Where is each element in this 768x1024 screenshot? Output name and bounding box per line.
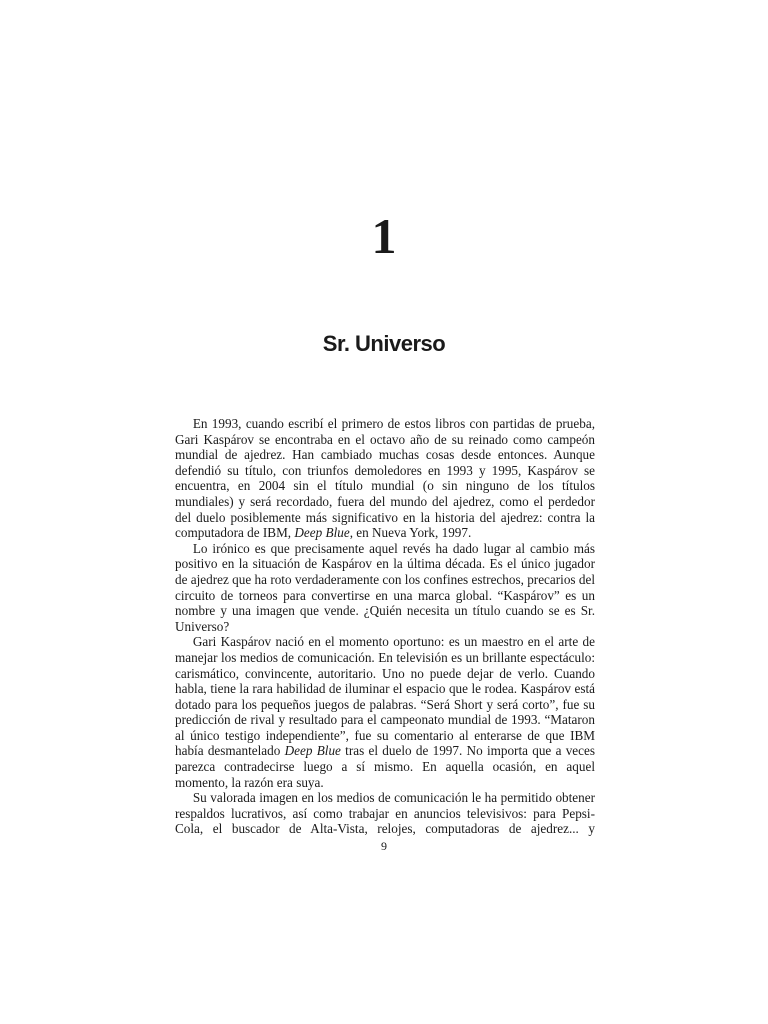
paragraph-4 bbox=[175, 790, 595, 837]
chapter-title: Sr. Universo bbox=[322, 331, 446, 356]
paragraph-1-text-end: , en Nueva York, 1997. bbox=[349, 525, 472, 541]
paragraph-4-text: Su valorada imagen en los medios de comunicación le ha permitido obtener respaldos lucrativos, así como trabajar en anuncios televisivos: para Pepsi-Cola, el buscador de Alta-Vista, relojes, computadoras de ajedrez... y bbox=[175, 790, 595, 837]
paragraph-3 bbox=[175, 634, 595, 790]
chapter-number: 1 bbox=[371, 208, 397, 264]
paragraph-3-text: Gari Kaspárov nació en el momento oportuno: es un maestro en el arte de manejar los medios de comunicación. En televisión es un brillante espectáculo: carismático, convincente, autoritario. Uno no puede dejar de verlo. Cuando habla, tiene la rara habilidad de iluminar el espacio que le rodea. Kaspárov está dotado para los pequeños juegos de palabras. “Será Short y será corto”, fue su predicción de rival y resultado para el campeonato mundial de 1993. “Mataron al único testigo independiente”, fue su comentario al enterarse de que IBM había desmantelado bbox=[175, 634, 595, 759]
paragraph-2 bbox=[175, 541, 595, 635]
paragraph-2-text: Lo irónico es que precisamente aquel revés ha dado lugar al cambio más positivo en la situación de Kaspárov en la última década. Es el único jugador de ajedrez que ha roto verdaderamente con los confines estrechos, precarios del circuito de torneos para convertirse en una marca global. “Kaspárov” es un nombre y una imagen que vende. ¿Quién necesita un título cuando se es Sr. Universo? bbox=[175, 540, 595, 634]
paragraph-3-text-end: tras el duelo de 1997. No importa que a veces parezca contradecirse luego a sí mismo. En aquella ocasión, en aquel momento, la razón era suya. bbox=[175, 743, 595, 790]
paragraph-1-italic-title: Deep Blue bbox=[294, 525, 350, 541]
paragraph-1 bbox=[175, 416, 595, 541]
paragraph-3-italic-title: Deep Blue bbox=[284, 743, 341, 759]
paragraph-1-text: En 1993, cuando escribí el primero de estos libros con partidas de prueba, Gari Kaspárov se encontraba en el octavo año de su reinado como campeón mundial de ajedrez. Han cambiado muchas cosas desde entonces. Aunque defendió su título, con triunfos demoledores en 1993 y 1995, Kaspárov se encuentra, en 2004 sin el título mundial (o sin ninguno de los títulos mundiales) y será recordado, fuera del mundo del ajedrez, como el perdedor del duelo posiblemente más significativo en la historia del ajedrez: contra la computadora de IBM, bbox=[175, 416, 595, 541]
page-number: 9 bbox=[381, 839, 387, 853]
chapter-body bbox=[175, 416, 595, 837]
